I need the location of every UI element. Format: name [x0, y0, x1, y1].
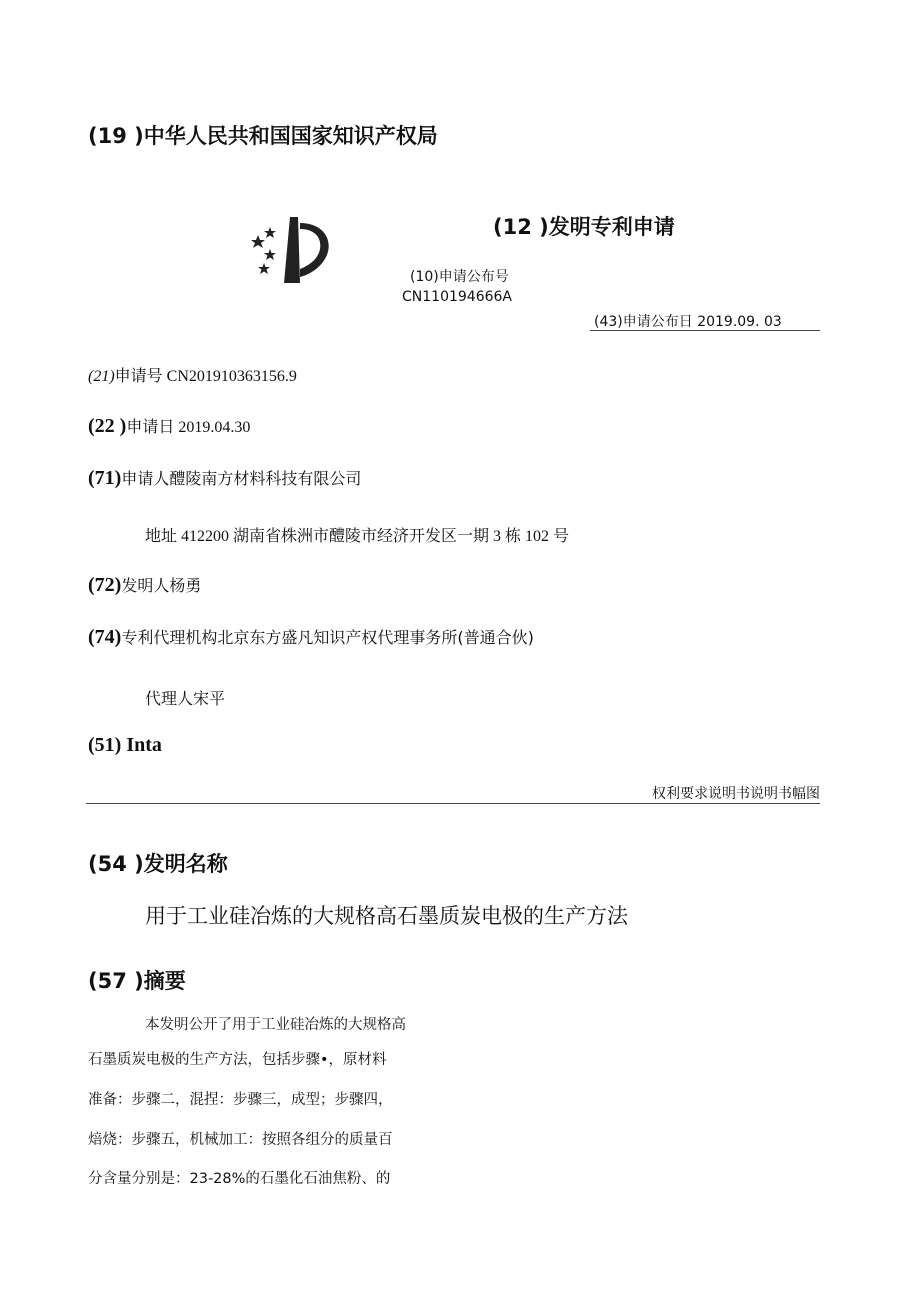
document-sections-line: 权利要求说明书说明书幅图 — [652, 786, 820, 802]
invention-title: 用于工业硅冶炼的大规格高石墨质炭电极的生产方法 — [145, 904, 628, 928]
int-classification-field: (51) Inta — [88, 734, 162, 756]
invention-title-label: (54 )发明名称 — [88, 852, 228, 876]
application-number: 申请号 CN201910363156.9 — [114, 368, 297, 385]
field-code-72: (72) — [88, 574, 122, 596]
field-code-21: (21) — [88, 368, 115, 385]
patent-office-name: (19 )中华人民共和国国家知识产权局 — [88, 124, 438, 148]
publication-number-value: CN110194666A — [402, 289, 512, 305]
patent-agent: 代理人宋平 — [145, 689, 226, 708]
application-date: 申请日 2019.04.30 — [126, 419, 251, 436]
applicant-address: 地址 412200 湖南省株洲市醴陵市经济开发区一期 3 栋 102 号 — [145, 528, 570, 545]
applicant: 申请人醴陵南方材料科技有限公司 — [121, 469, 362, 488]
application-number-field — [88, 363, 297, 386]
patent-agency: 专利代理机构北京东方盛凡知识产权代理事务所(普通合伙) — [121, 628, 534, 647]
publication-date: (43)申请公布日 2019.09. 03 — [594, 314, 782, 330]
field-code-22: (22 ) — [88, 415, 127, 437]
abstract-line: 石墨质炭电极的生产方法，包括步骤•，原材料 — [88, 1052, 387, 1068]
header-divider — [590, 330, 820, 331]
application-date-field — [88, 414, 250, 438]
field-code-71: (71) — [88, 467, 122, 489]
publication-number-label: (10)申请公布号 — [410, 269, 509, 285]
inventor: 发明人杨勇 — [121, 576, 202, 595]
abstract-line: 准备：步骤二，混捏：步骤三，成型；步骤四， — [88, 1092, 393, 1108]
abstract-line: 本发明公开了用于工业硅冶炼的大规格高 — [145, 1017, 406, 1033]
inventor-field — [88, 573, 201, 597]
patent-agency-field — [88, 625, 534, 649]
sections-divider — [86, 803, 820, 804]
applicant-field — [88, 466, 361, 490]
abstract-line: 分含量分别是：23-28%的石墨化石油焦粉、的 — [88, 1171, 391, 1187]
abstract-line: 焙烧：步骤五，机械加工：按照各组分的质量百 — [88, 1132, 393, 1148]
abstract-label: (57 )摘要 — [88, 969, 186, 993]
field-code-74: (74) — [88, 626, 122, 648]
patent-office-emblem-icon — [246, 205, 342, 287]
document-type: (12 )发明专利申请 — [493, 215, 675, 239]
